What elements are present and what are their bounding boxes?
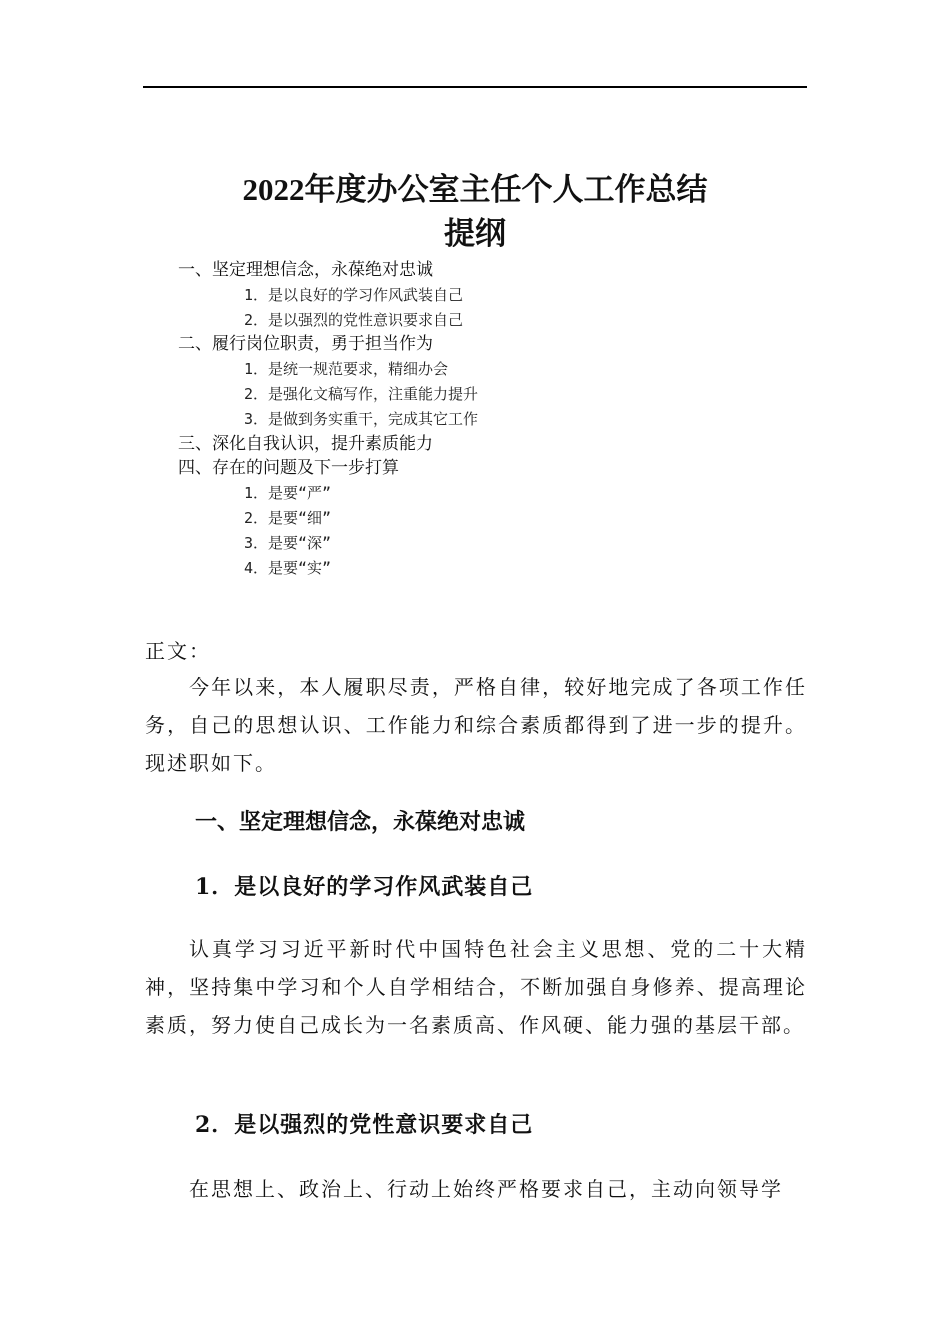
document-title-line2: 提纲 bbox=[444, 216, 506, 251]
outline-item: 2．是以强烈的党性意识要求自己 bbox=[244, 310, 464, 329]
outline-item: 2．是强化文稿写作，注重能力提升 bbox=[244, 384, 479, 403]
outline-item: 3．是做到务实重干，完成其它工作 bbox=[244, 409, 479, 428]
paragraph: 在思想上、政治上、行动上始终严格要求自己，主动向领导学 bbox=[189, 1177, 783, 1201]
outline-section: 三、深化自我认识，提升素质能力 bbox=[178, 433, 433, 454]
paragraph: 认真学习习近平新时代中国特色社会主义思想、党的二十大精神，坚持集中学习和个人自学相结合，不断加强自身修养、提高理论素质，努力使自己成长为一名素质高、作风硬、能力强的基层干部。 bbox=[145, 937, 807, 1037]
outline-item: 1．是以良好的学习作风武装自己 bbox=[244, 285, 464, 304]
outline-section: 二、履行岗位职责，勇于担当作为 bbox=[178, 334, 433, 355]
outline-section: 四、存在的问题及下一步打算 bbox=[178, 458, 399, 479]
outline-section: 一、坚定理想信念，永葆绝对忠诚 bbox=[178, 260, 433, 280]
subsection-heading: 1．是以良好的学习作风武装自己 bbox=[195, 874, 534, 900]
section-heading: 一、坚定理想信念，永葆绝对忠诚 bbox=[195, 810, 526, 835]
outline-item: 1．是要“严” bbox=[244, 484, 332, 503]
document-title: 2022年度办公室主任个人工作总结 bbox=[242, 172, 708, 207]
outline-item: 2．是要“细” bbox=[244, 508, 332, 527]
outline-item: 4．是要“实” bbox=[244, 558, 332, 577]
outline-item: 3．是要“深” bbox=[244, 533, 332, 552]
subsection-heading: 2．是以强烈的党性意识要求自己 bbox=[195, 1112, 534, 1138]
outline-item: 1．是统一规范要求，精细办会 bbox=[244, 360, 449, 379]
intro-paragraph: 今年以来，本人履职尽责，严格自律，较好地完成了各项工作任务，自己的思想认识、工作能力和综合素质都得到了进一步的提升。现述职如下。 bbox=[145, 675, 807, 775]
body-label: 正文： bbox=[145, 639, 211, 663]
outline-list bbox=[178, 258, 798, 580]
header-rule bbox=[143, 86, 807, 88]
